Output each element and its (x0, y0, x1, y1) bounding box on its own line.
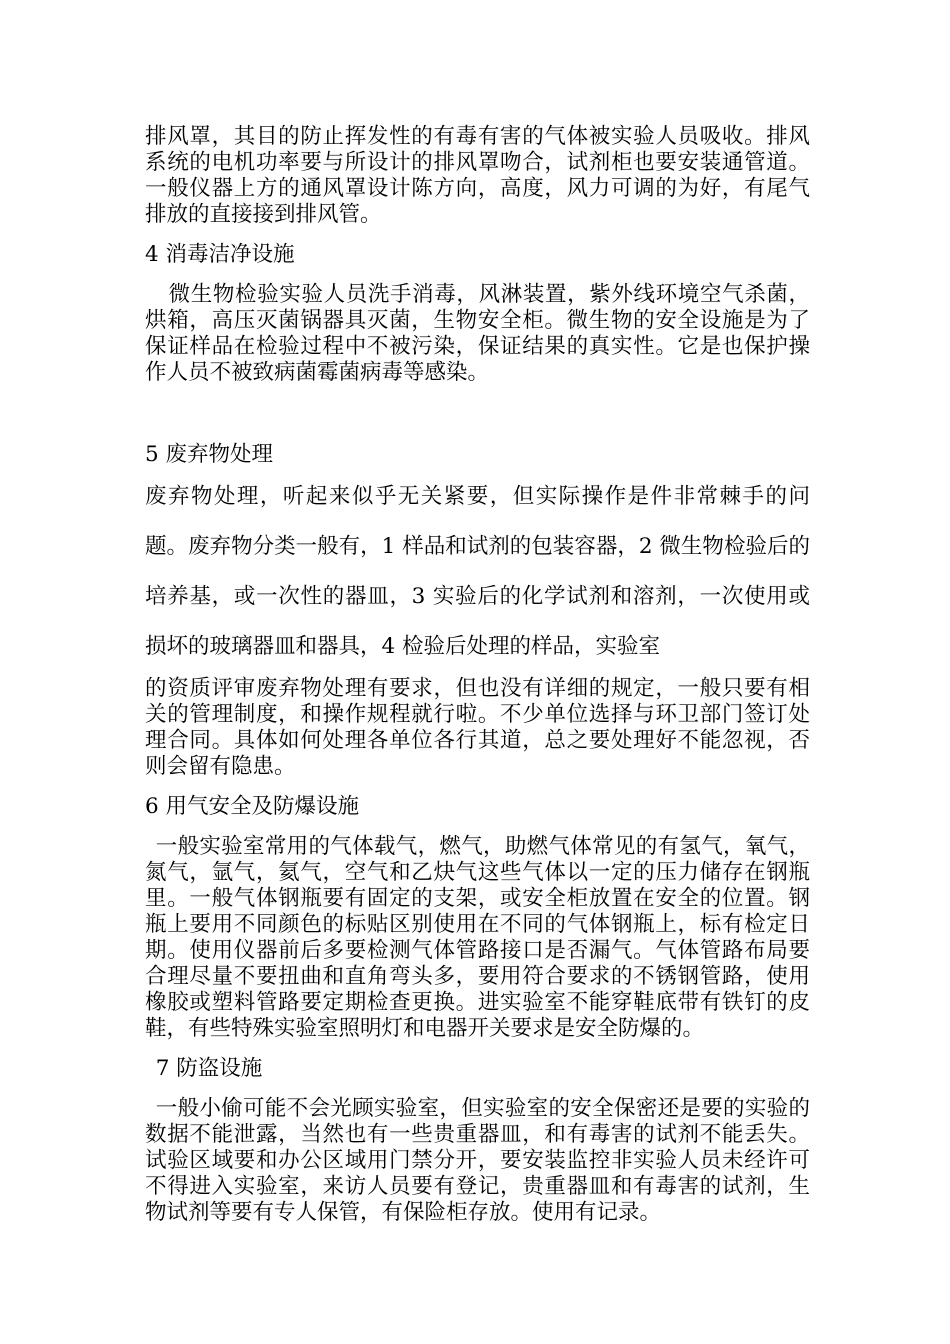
paragraph-waste-part1: 废弃物处理，听起来似乎无关紧要，但实际操作是件非常棘手的问题。废弃物分类一般有，1 样品和试剂的包装容器，2 微生物检验后的培养基，或一次性的器皿，3 实验后的化学试剂和溶剂，一次使用或损坏的玻璃器皿和器具，4 检验后处理的样品，实验室 (145, 484, 810, 659)
heading-waste: 5 废弃物处理 (145, 442, 274, 467)
heading-gas-safety: 6 用气安全及防爆设施 (145, 794, 360, 819)
paragraph-waste-part2: 的资质评审废弃物处理有要求，但也没有详细的规定，一般只要有相关的管理制度，和操作规程就行啦。不少单位选择与环卫部门签订处理合同。具体如何处理各单位各行其道，总之要处理好不能忽视，否则会留有隐患。 (145, 676, 810, 779)
heading-anti-theft: 7 防盗设施 (155, 1056, 263, 1081)
document-page (145, 124, 810, 1226)
heading-disinfection: 4 消毒洁净设施 (145, 242, 295, 267)
paragraph-disinfection: 微生物检验实验人员洗手消毒，风淋装置，紫外线环境空气杀菌，烘箱，高压灭菌锅器具灭菌，生物安全柜。微生物的安全设施是为了保证样品在检验过程中不被污染，保证结果的真实性。它是也保护操作人员不被致病菌霉菌病毒等感染。 (145, 282, 810, 385)
paragraph-anti-theft: 一般小偷可能不会光顾实验室，但实验室的安全保密还是要的实验的数据不能泄露，当然也有一些贵重器皿，和有毒害的试剂不能丢失。试验区域要和办公区域用门禁分开，要安装监控非实验人员未经许可不得进入实验室，来访人员要有登记，贵重器皿和有毒害的试剂，生物试剂等要有专人保管，有保险柜存放。使用有记录。 (145, 1096, 810, 1225)
paragraph-gas-safety: 一般实验室常用的气体载气，燃气，助燃气体常见的有氢气，氧气，氮气，氩气，氦气，空气和乙炔气这些气体以一定的压力储存在钢瓶里。一般气体钢瓶要有固定的支架，或安全柜放置在安全的位置。钢瓶上要用不同颜色的标贴区别使用在不同的气体钢瓶上，标有检定日期。使用仪器前后多要检测气体管路接口是否漏气。气体管路布局要合理尽量不要扭曲和直角弯头多，要用符合要求的不锈钢管路，使用橡胶或塑料管路要定期检查更换。进实验室不能穿鞋底带有铁钉的皮鞋，有些特殊实验室照明灯和电器开关要求是安全防爆的。 (145, 834, 810, 1041)
paragraph-exhaust: 排风罩，其目的防止挥发性的有毒有害的气体被实验人员吸收。排风系统的电机功率要与所设计的排风罩吻合，试剂柜也要安装通管道。一般仪器上方的通风罩设计陈方向，高度，风力可调的为好，有尾气排放的直接接到排风管。 (145, 124, 810, 227)
